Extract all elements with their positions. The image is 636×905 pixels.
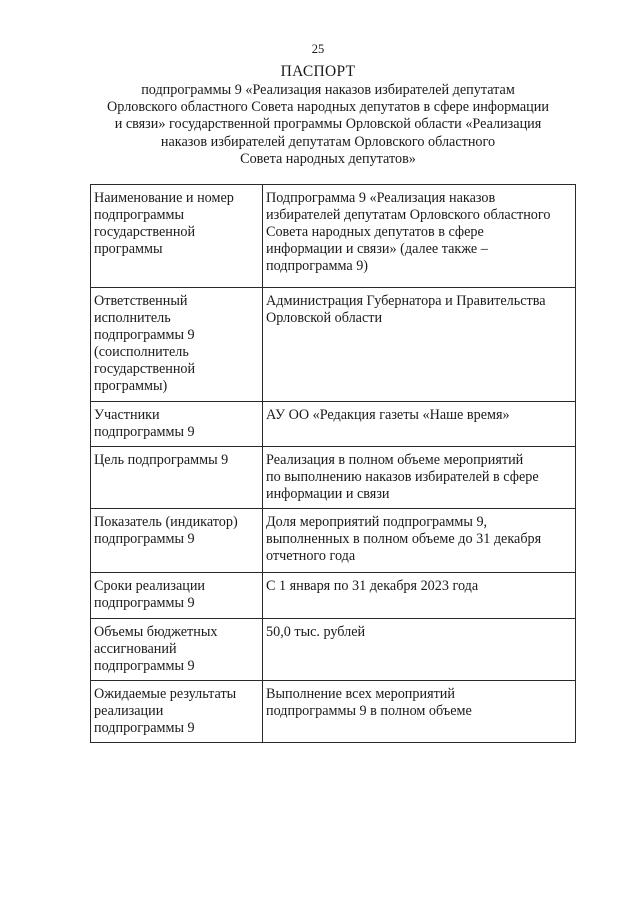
row-label-cell	[91, 681, 263, 743]
value-line: подпрограммы 9 в полном объеме	[266, 703, 472, 719]
row-value-cell	[263, 573, 576, 619]
subtitle-line: Совета народных депутатов»	[240, 150, 416, 167]
table-row	[91, 185, 576, 288]
label-line: Участники	[94, 407, 160, 423]
label-line: Наименование и номер	[94, 190, 234, 206]
subtitle-line: наказов избирателей депутатам Орловского областного	[160, 133, 496, 150]
table-row	[91, 619, 576, 681]
table-row	[91, 681, 576, 743]
value-line: отчетного года	[266, 548, 356, 564]
row-value-cell	[263, 288, 576, 402]
label-line: подпрограммы 9	[94, 720, 195, 736]
row-label-cell	[91, 573, 263, 619]
value-line: избирателей депутатам Орловского областного	[266, 207, 551, 223]
subtitle-line: и связи» государственной программы Орловской области «Реализация	[114, 116, 542, 133]
row-label-cell	[91, 619, 263, 681]
value-line: информации и связи	[266, 486, 390, 502]
row-label-cell	[91, 509, 263, 573]
value-line: Доля мероприятий подпрограммы 9,	[266, 514, 488, 530]
row-value-cell	[263, 185, 576, 288]
label-line: программы	[94, 241, 163, 257]
label-line: реализации	[94, 703, 164, 719]
label-line: Цель подпрограммы 9	[94, 452, 229, 468]
document-subtitle	[80, 82, 576, 168]
row-value-cell	[263, 509, 576, 573]
row-label-cell	[91, 288, 263, 402]
label-line: ассигнований	[94, 641, 177, 657]
label-line: Ответственный	[94, 293, 188, 309]
value-line: С 1 января по 31 декабря 2023 года	[266, 578, 479, 594]
value-line: Орловской области	[266, 310, 383, 326]
table-row	[91, 573, 576, 619]
value-line: АУ ОО «Редакция газеты «Наше время»	[266, 407, 510, 423]
label-line: исполнитель	[94, 310, 171, 326]
value-line: информации и связи» (далее также –	[266, 241, 488, 257]
label-line: подпрограммы	[94, 207, 184, 223]
table-row	[91, 509, 576, 573]
label-line: программы)	[94, 378, 168, 394]
row-label-cell	[91, 447, 263, 509]
row-value-cell	[263, 447, 576, 509]
value-line: Совета народных депутатов в сфере	[266, 224, 484, 240]
label-line: государственной	[94, 361, 196, 377]
row-value-cell	[263, 402, 576, 447]
label-line: (соисполнитель	[94, 344, 189, 360]
row-value-cell	[263, 619, 576, 681]
table-row	[91, 402, 576, 447]
table-row	[91, 447, 576, 509]
label-line: подпрограммы 9	[94, 531, 195, 547]
page-number: 25	[311, 42, 325, 56]
label-line: Показатель (индикатор)	[94, 514, 238, 530]
label-line: подпрограммы 9	[94, 595, 195, 611]
value-line: 50,0 тыс. рублей	[266, 624, 366, 640]
label-line: государственной	[94, 224, 196, 240]
row-value-cell	[263, 681, 576, 743]
value-line: Подпрограмма 9 «Реализация наказов	[266, 190, 496, 206]
passport-table	[90, 184, 576, 743]
value-line: подпрограмма 9)	[266, 258, 369, 274]
subtitle-line: подпрограммы 9 «Реализация наказов избирателей депутатам	[141, 82, 515, 98]
subtitle-line: Орловского областного Совета народных депутатов в сфере информации	[107, 99, 549, 116]
document-title: ПАСПОРТ	[280, 63, 356, 80]
row-label-cell	[91, 185, 263, 288]
label-line: Объемы бюджетных	[94, 624, 218, 640]
table-row	[91, 288, 576, 402]
value-line: Выполнение всех мероприятий	[266, 686, 455, 702]
label-line: подпрограммы 9	[94, 658, 195, 674]
value-line: Реализация в полном объеме мероприятий	[266, 452, 524, 468]
value-line: выполненных в полном объеме до 31 декабря	[266, 531, 542, 547]
label-line: Ожидаемые результаты	[94, 686, 237, 702]
value-line: Администрация Губернатора и Правительства	[266, 293, 546, 309]
row-label-cell	[91, 402, 263, 447]
label-line: Сроки реализации	[94, 578, 206, 594]
value-line: по выполнению наказов избирателей в сфере	[266, 469, 539, 485]
label-line: подпрограммы 9	[94, 327, 195, 343]
label-line: подпрограммы 9	[94, 424, 195, 440]
